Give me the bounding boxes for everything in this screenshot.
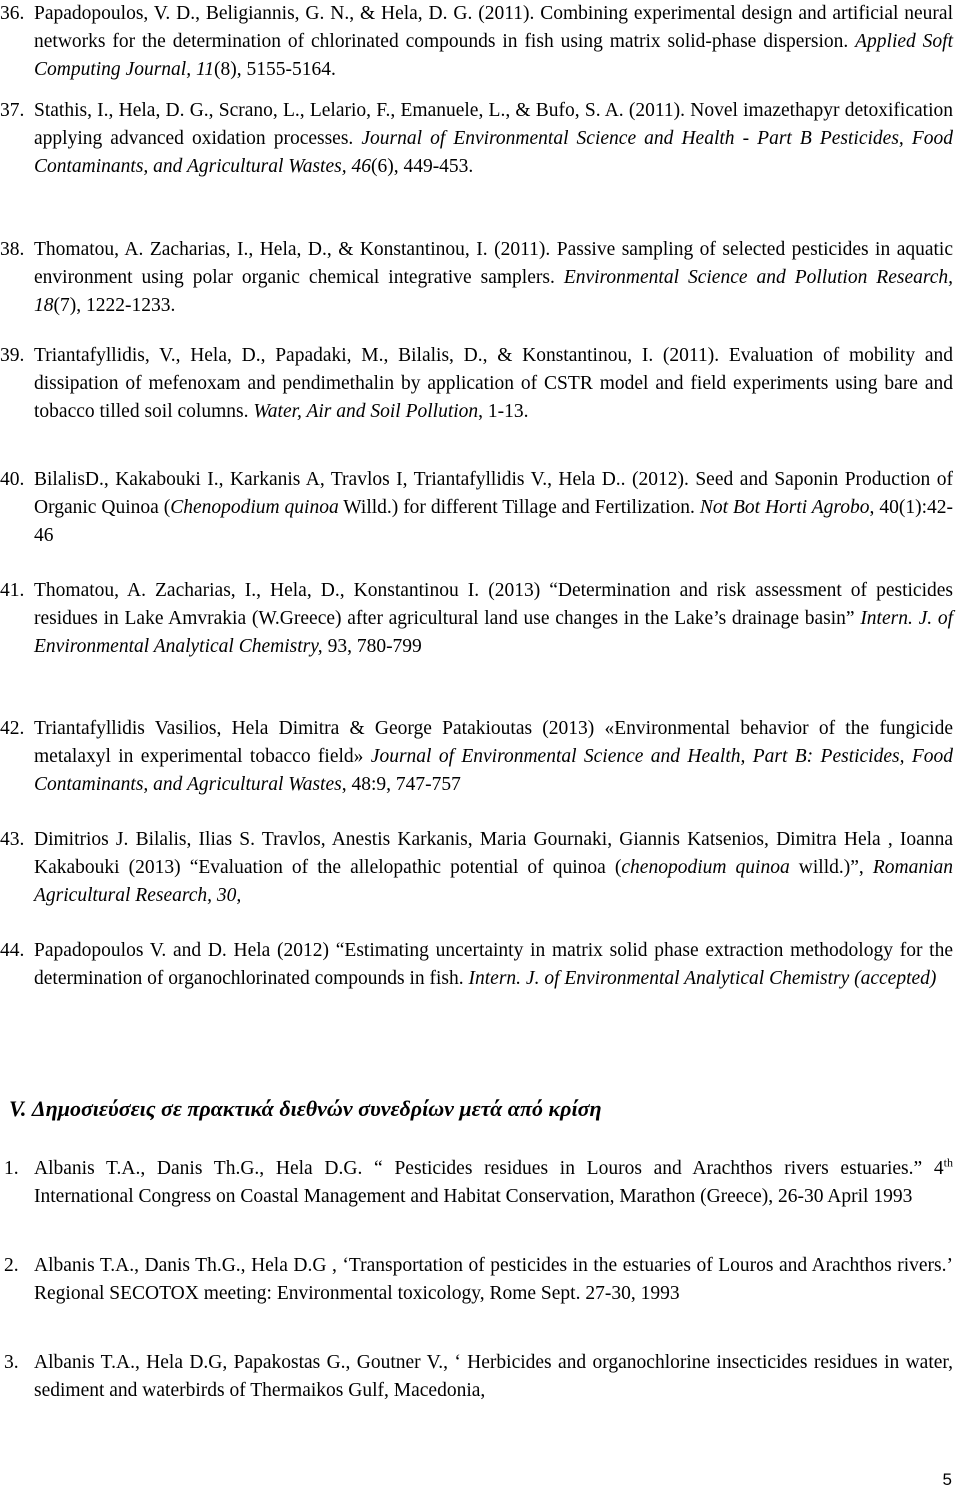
journal-title: Romanian Agricultural Research, 30,: [34, 857, 954, 906]
journal-title: Environmental Science and Pollution Research, 18: [34, 267, 954, 316]
reference-41: [0, 577, 953, 661]
journal-title: Journal of Environmental Science and Health, Part B: Pesticides, Food Contaminants, and Agricultural Wastes: [34, 746, 953, 795]
reference-39: [0, 342, 953, 426]
journal-title: Intern. J. of Environmental Analytical Chemistry,: [34, 608, 953, 657]
reference-text: Thomatou, A. Zacharias, I., Hela, D., & Konstantinou, I. (2011). Passive sampling of selected pesticides in aquatic environment using polar organic chemical integrative samplers. Environmental Science and Pollution Research, 18(7), 1222-1233.: [34, 239, 954, 316]
conference-text: Albanis T.A., Danis Th.G., Hela D.G , ‘Transportation of pesticides in the estuaries of Louros and Arachthos rivers.’ Regional SECOTOX meeting: Environmental toxicology, Rome Sept. 27-30, 1993: [34, 1255, 953, 1304]
reference-number: 41.: [0, 580, 25, 601]
reference-text: Triantafyllidis Vasilios, Hela Dimitra & George Patakioutas (2013) «Environmental behavior of the fungicide metalaxyl in experimental tobacco field» Journal of Environmental Science and Health, Part B: Pesticides, Food Contaminants, and Agricultural Wastes, 48:9, 747-757: [34, 718, 953, 795]
journal-title: Water, Air and Soil Pollution: [253, 401, 479, 422]
reference-text: Stathis, I., Hela, D. G., Scrano, L., Lelario, F., Emanuele, L., & Bufo, S. A. (2011). Novel imazethapyr detoxification applying advanced oxidation processes. Journal of Environmental Science and Health - Part B Pesticides, Food Contaminants, and Agricultural Wastes, 46(6), 449-453.: [34, 100, 954, 177]
reference-number: 44.: [0, 940, 25, 961]
journal-title: Applied Soft Computing Journal, 11: [34, 31, 953, 80]
reference-44: [0, 937, 953, 993]
reference-38: [0, 236, 953, 320]
reference-40: [0, 466, 953, 550]
conference-text: Albanis T.A., Danis Th.G., Hela D.G. “ Pesticides residues in Louros and Arachthos rivers estuaries.” 4th International Congress on Coastal Management and Habitat Conservation, Marathon (Greece), 26-30 April 1993: [34, 1155, 953, 1207]
reference-text: Papadopoulos V. and D. Hela (2012) “Estimating uncertainty in matrix solid phase extraction methodology for the determination of organochlorinated compounds in fish. Intern. J. of Environmental Analytical Chemistry (accepted): [34, 940, 953, 989]
ordinal-suffix: th: [943, 1155, 953, 1170]
item-number: 3.: [4, 1352, 19, 1373]
reference-number: 36.: [0, 3, 25, 24]
reference-number: 37.: [0, 100, 25, 121]
journal-title: Intern. J. of Environmental Analytical Chemistry (accepted): [468, 968, 937, 989]
reference-text: Thomatou, A. Zacharias, I., Hela, D., Konstantinou I. (2013) “Determination and risk assessment of pesticides residues in Lake Amvrakia (W.Greece) after agricultural land use changes in the Lake’s drainage basin” Intern. J. of Environmental Analytical Chemistry, 93, 780-799: [34, 580, 953, 657]
reference-text: Dimitrios J. Bilalis, Ilias S. Travlos, Anestis Karkanis, Maria Gournaki, Giannis Katsenios, Dimitra Hela , Ioanna Kakabouki (2013) “Evaluation of the allelopathic potential of quinoa (chenopodium quinoa willd.)”, Romanian Agricultural Research, 30,: [34, 829, 954, 906]
reference-text: Triantafyllidis, V., Hela, D., Papadaki, M., Bilalis, D., & Konstantinou, I. (2011). Evaluation of mobility and dissipation of mefenoxam and pendimethalin by application of CSTR model and field experiments using bare and tobacco tilled soil columns. Water, Air and Soil Pollution, 1-13.: [34, 345, 953, 422]
reference-37: [0, 97, 953, 181]
reference-number: 43.: [0, 829, 25, 850]
item-number: 2.: [4, 1255, 19, 1276]
reference-number: 38.: [0, 239, 25, 260]
reference-number: 39.: [0, 345, 25, 366]
reference-36: [0, 0, 953, 84]
section-heading: V. Δημοσιεύσεις σε πρακτικά διεθνών συνεδρίων μετά από κρίση: [9, 1096, 602, 1121]
reference-42: [0, 715, 953, 799]
species-name: chenopodium quinoa: [621, 857, 790, 878]
reference-number: 42.: [0, 718, 25, 739]
page-number: 5: [942, 1470, 952, 1489]
journal-title: Not Bot Horti Agrobo: [699, 497, 870, 518]
reference-43: [0, 826, 953, 910]
conference-item-2: [4, 1252, 953, 1308]
reference-number: 40.: [0, 469, 25, 490]
reference-text: Papadopoulos, V. D., Beligiannis, G. N., & Hela, D. G. (2011). Combining experimental design and artificial neural networks for the determination of chlorinated compounds in fish using matrix solid-phase dispersion. Applied Soft Computing Journal, 11(8), 5155-5164.: [34, 3, 953, 80]
conference-item-3: [4, 1349, 953, 1405]
reference-text: BilalisD., Kakabouki I., Karkanis A, Travlos I, Triantafyllidis V., Hela D.. (2012). Seed and Saponin Production of Organic Quinoa (Chenopodium quinoa Willd.) for different Tillage and Fertilization. Not Bot Horti Agrobo, 40(1):42-46: [34, 469, 953, 546]
conference-item-1: [4, 1155, 953, 1211]
conference-text: Albanis T.A., Hela D.G, Papakostas G., Goutner V., ‘ Herbicides and organochlorine insecticides residues in water, sediment and waterbirds of Thermaikos Gulf, Macedonia,: [34, 1352, 953, 1401]
item-number: 1.: [4, 1158, 19, 1179]
journal-title: Journal of Environmental Science and Health - Part B Pesticides, Food Contaminants, and Agricultural Wastes, 46: [34, 128, 954, 177]
species-name: Chenopodium quinoa: [170, 497, 339, 518]
